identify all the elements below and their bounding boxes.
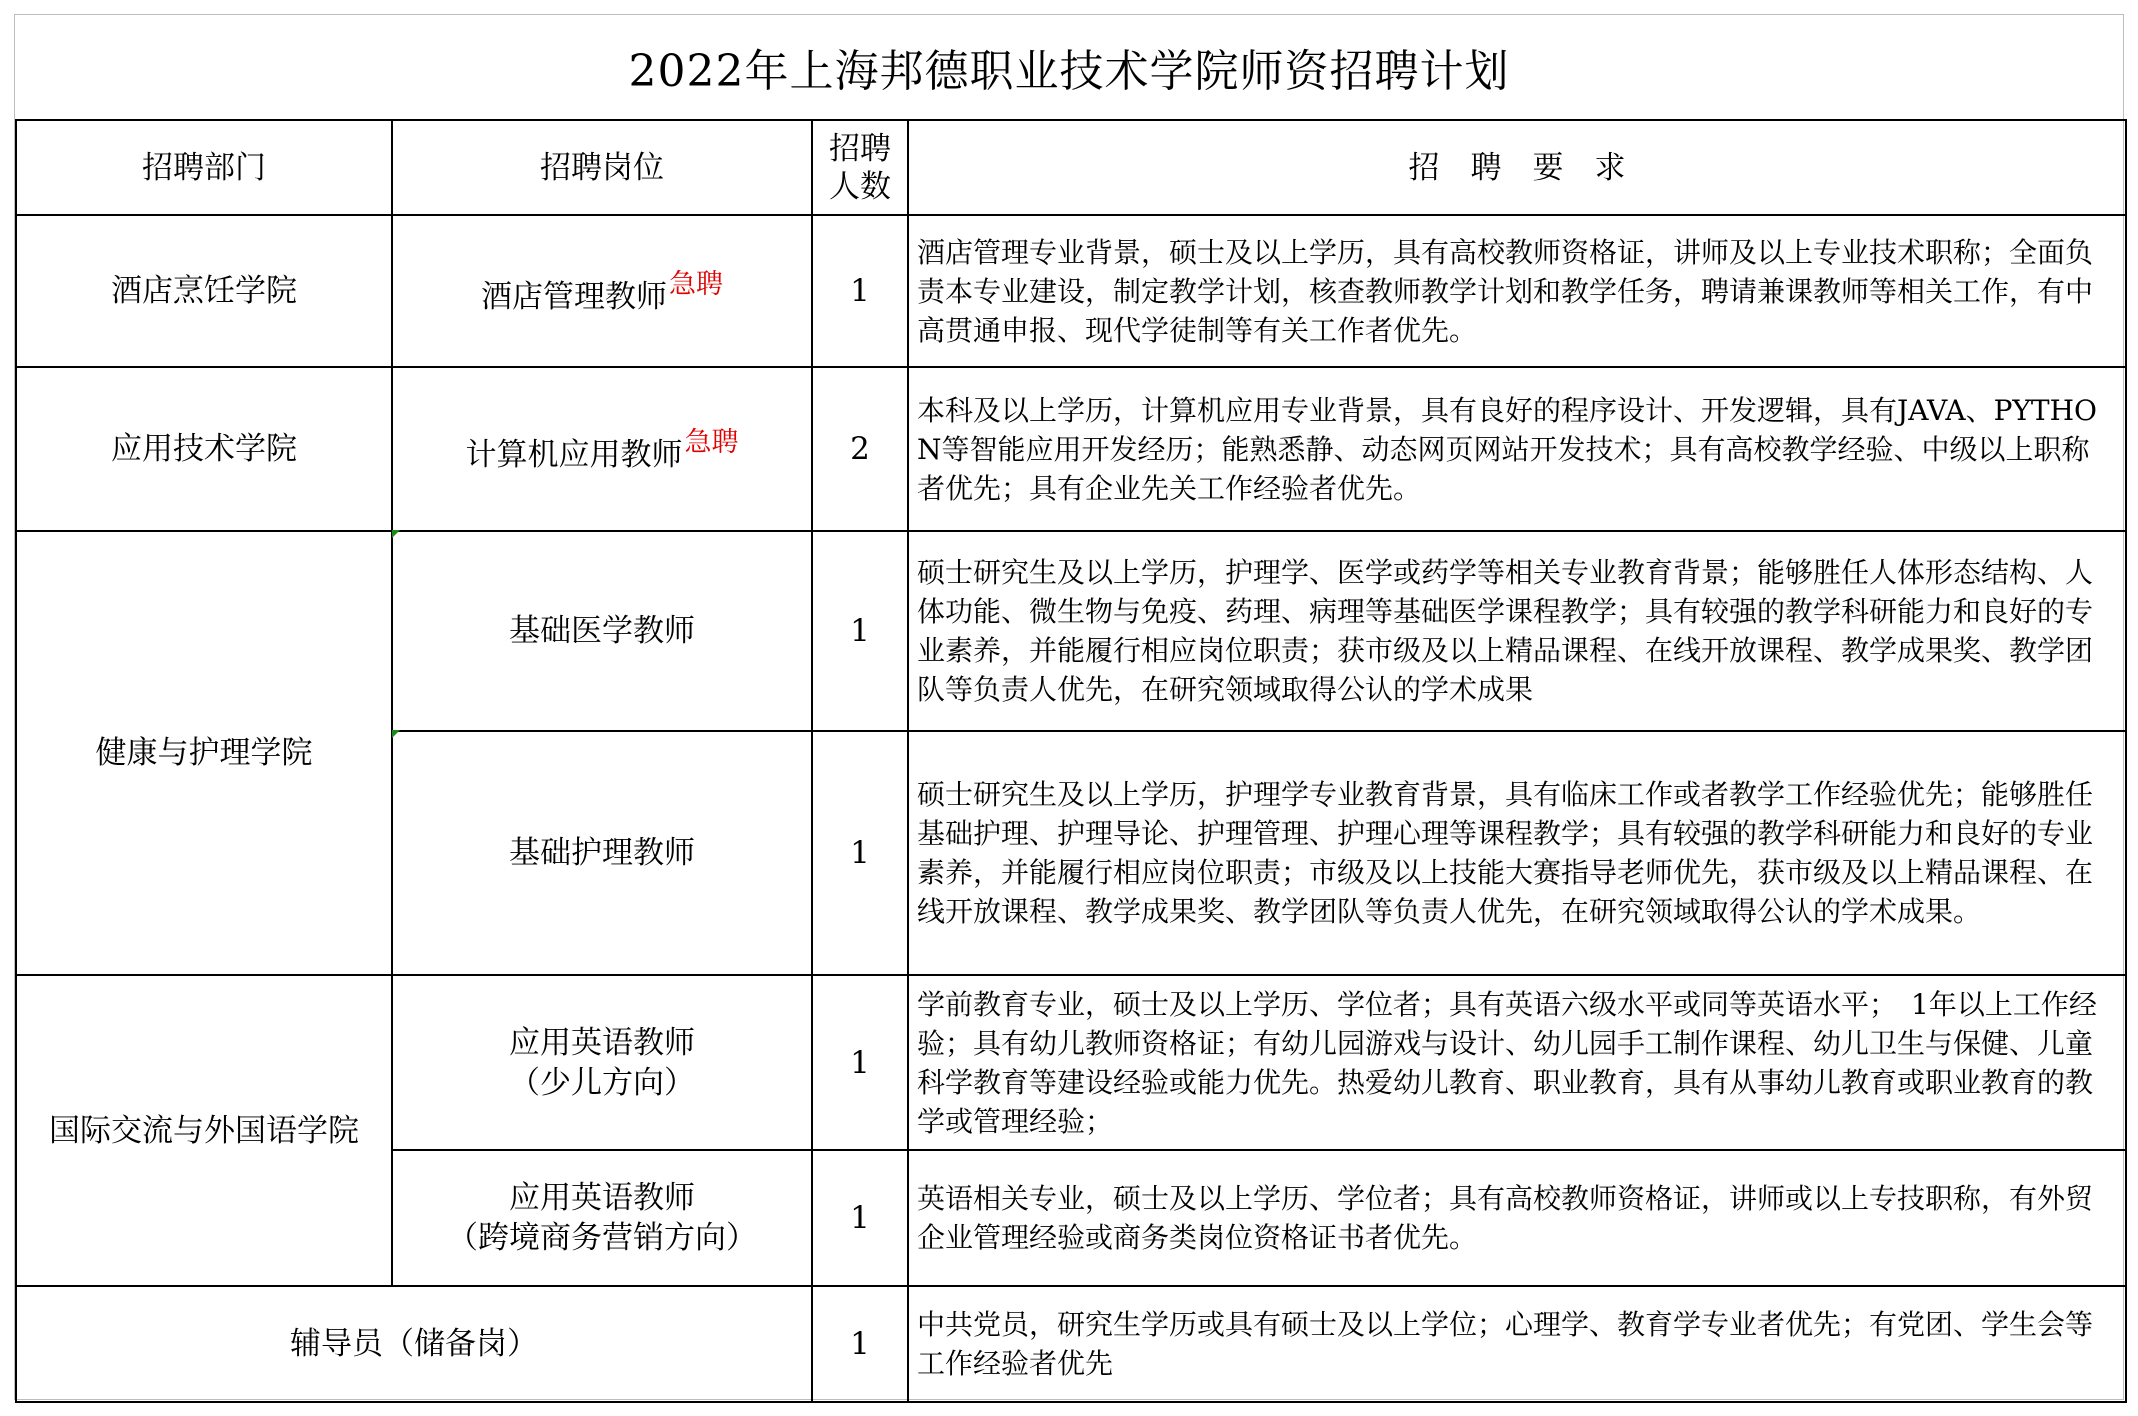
page-title: 2022年上海邦德职业技术学院师资招聘计划	[628, 46, 1510, 97]
department-cell: 国际交流与外国语学院	[16, 975, 392, 1286]
count-cell: 1	[812, 215, 908, 367]
cell-comment-marker	[392, 730, 400, 738]
position-label: 计算机应用教师	[465, 437, 683, 473]
position-cell: 基础医学教师	[392, 531, 812, 731]
header-row	[16, 120, 2126, 215]
header-position: 招聘岗位	[392, 120, 812, 215]
count-cell: 2	[812, 367, 908, 531]
requirements-cell: 硕士研究生及以上学历，护理学、医学或药学等相关专业教育背景；能够胜任人体形态结构、人体功能、微生物与免疫、药理、病理等基础医学课程教学；具有较强的教学科研能力和良好的专业素养，并能履行相应岗位职责；获市级及以上精品课程、在线开放课程、教学成果奖、教学团队等负责人优先，在研究领域取得公认的学术成果	[908, 531, 2126, 731]
count-cell: 1	[812, 1286, 908, 1402]
table-row	[16, 531, 2126, 731]
requirements-cell: 中共党员，研究生学历或具有硕士及以上学位；心理学、教育学专业者优先；有党团、学生会等工作经验者优先	[908, 1286, 2126, 1402]
position-cell	[392, 215, 812, 367]
department-cell: 酒店烹饪学院	[16, 215, 392, 367]
table-row	[16, 367, 2126, 531]
table-row	[16, 215, 2126, 367]
header-count-line1: 招聘	[829, 130, 891, 167]
position-cell	[392, 1150, 812, 1286]
position-cell: 基础护理教师	[392, 731, 812, 975]
header-count-line2: 人数	[829, 168, 891, 205]
position-cell	[392, 975, 812, 1150]
position-sublabel: （跨境商务营销方向）	[447, 1220, 757, 1256]
recruitment-sheet	[14, 14, 2124, 1400]
count-cell: 1	[812, 1150, 908, 1286]
position-label: 应用英语教师	[509, 1180, 695, 1216]
header-count	[812, 120, 908, 215]
requirements-cell: 硕士研究生及以上学历，护理学专业教育背景，具有临床工作或者教学工作经验优先；能够胜任基础护理、护理导论、护理管理、护理心理等课程教学；具有较强的教学科研能力和良好的专业素养，并能履行相应岗位职责；市级及以上技能大赛指导老师优先，获市级及以上精品课程、在线开放课程、教学成果奖、教学团队等负责人优先，在研究领域取得公认的学术成果。	[908, 731, 2126, 975]
requirements-cell: 酒店管理专业背景，硕士及以上学历，具有高校教师资格证，讲师及以上专业技术职称；全面负责本专业建设，制定教学计划，核查教师教学计划和教学任务，聘请兼课教师等相关工作，有中高贯通申报、现代学徒制等有关工作者优先。	[908, 215, 2126, 367]
position-sublabel: （少儿方向）	[509, 1064, 695, 1101]
count-cell: 1	[812, 531, 908, 731]
department-cell: 辅导员（储备岗）	[16, 1286, 812, 1402]
position-label: 酒店管理教师	[481, 279, 667, 315]
header-requirements: 招 聘 要 求	[908, 120, 2126, 215]
position-cell	[392, 367, 812, 531]
department-cell: 应用技术学院	[16, 367, 392, 531]
recruitment-table	[15, 119, 2127, 1403]
cell-comment-marker	[392, 530, 400, 538]
urgent-tag: 急聘	[684, 427, 739, 458]
department-cell: 健康与护理学院	[16, 531, 392, 975]
requirements-cell: 学前教育专业，硕士及以上学历、学位者；具有英语六级水平或同等英语水平； 1年以上工作经验；具有幼儿教师资格证；有幼儿园游戏与设计、幼儿园手工制作课程、幼儿卫生与保健、儿童科学教育等建设经验或能力优先。热爱幼儿教育、职业教育，具有从事幼儿教育或职业教育的教学或管理经验；	[908, 975, 2126, 1150]
requirements-cell: 本科及以上学历，计算机应用专业背景，具有良好的程序设计、开发逻辑，具有JAVA、PYTHON等智能应用开发经历；能熟悉静、动态网页网站开发技术；具有高校教学经验、中级以上职称者优先；具有企业先关工作经验者优先。	[908, 367, 2126, 531]
urgent-tag: 急聘	[669, 269, 723, 300]
count-cell: 1	[812, 731, 908, 975]
table-row	[16, 975, 2126, 1150]
position-label: 应用英语教师	[509, 1024, 695, 1061]
table-row	[16, 1286, 2126, 1402]
header-department: 招聘部门	[16, 120, 392, 215]
requirements-cell: 英语相关专业，硕士及以上学历、学位者；具有高校教师资格证，讲师或以上专技职称，有外贸企业管理经验或商务类岗位资格证书者优先。	[908, 1150, 2126, 1286]
count-cell: 1	[812, 975, 908, 1150]
